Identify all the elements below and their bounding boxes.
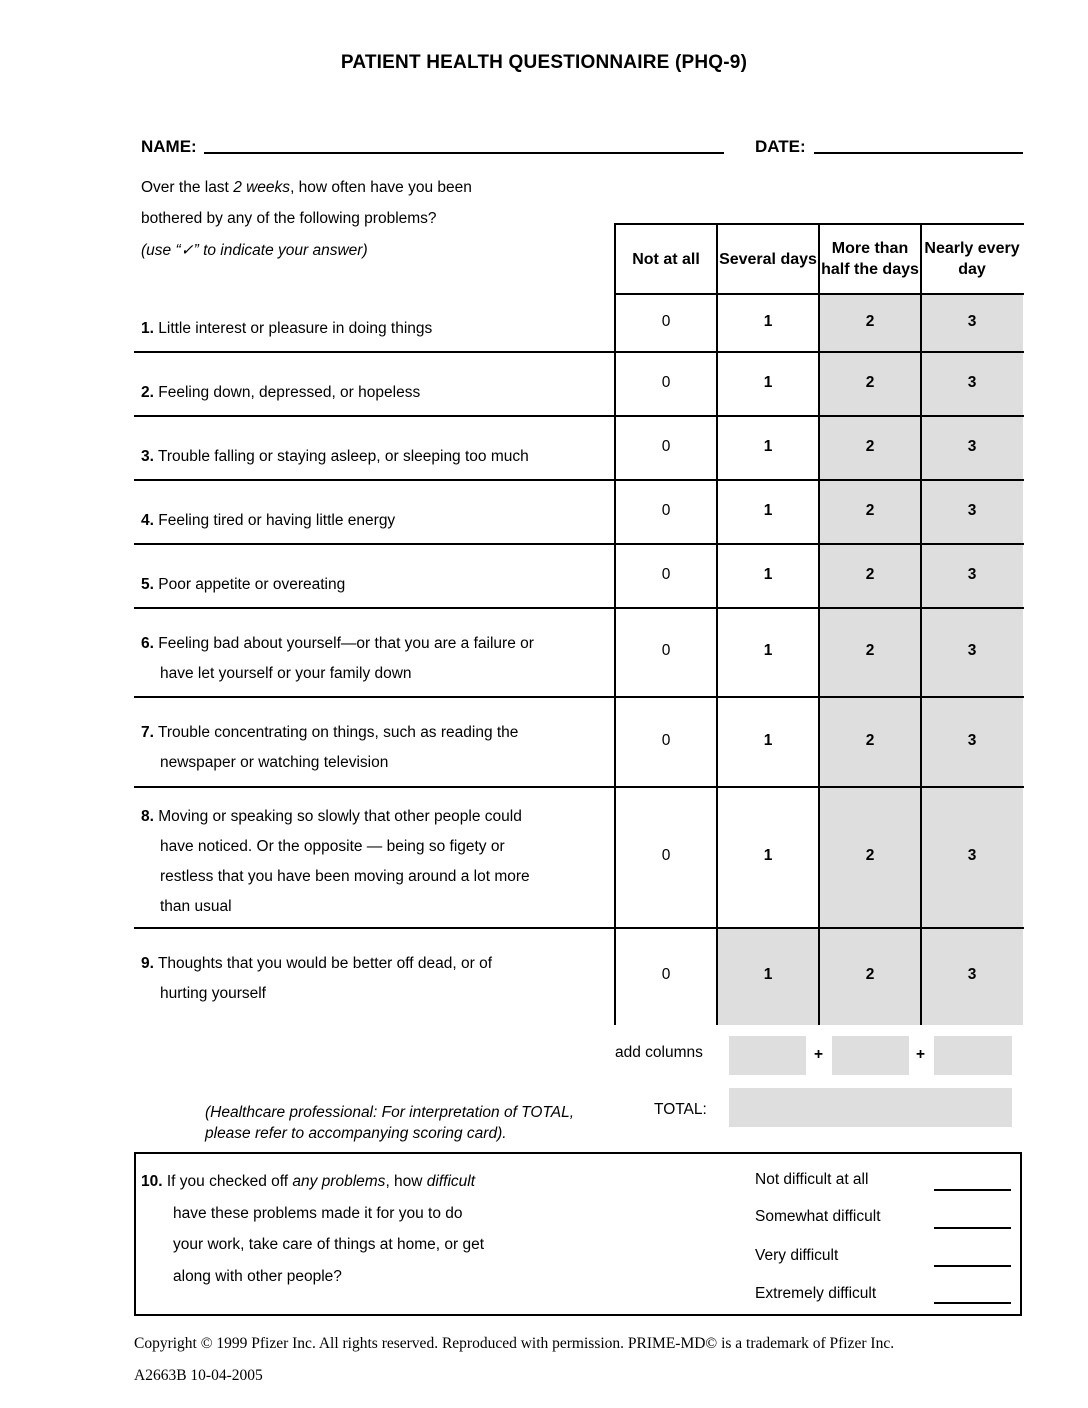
score-cell[interactable]: 2 [865, 502, 875, 519]
score-cell[interactable]: 1 [763, 642, 773, 659]
total-field[interactable] [729, 1088, 1012, 1127]
name-field[interactable] [204, 152, 724, 154]
score-cell[interactable]: 0 [661, 313, 671, 330]
score-cell[interactable]: 1 [763, 374, 773, 391]
question-6 [141, 629, 611, 689]
option-somewhat-difficult: Somewhat difficult [755, 1208, 881, 1225]
score-cell[interactable]: 1 [763, 732, 773, 749]
form-id: A2663B 10-04-2005 [134, 1367, 263, 1384]
score-cell[interactable]: 0 [661, 502, 671, 519]
copyright-notice: Copyright © 1999 Pfizer Inc. All rights reserved. Reproduced with permission. PRIME-MD© is a trademark of Pfizer Inc. [134, 1335, 895, 1352]
question-text: have these problems made it for you to do [173, 1204, 463, 1222]
question-text: hurting yourself [160, 985, 266, 1002]
score-cell[interactable]: 2 [865, 642, 875, 659]
col-divider [818, 223, 820, 1025]
score-cell[interactable]: 2 [865, 566, 875, 583]
question-number: 6. [141, 635, 154, 652]
question-text: have noticed. Or the opposite — being so figety or [160, 838, 505, 855]
question-text: Poor appetite or overeating [158, 576, 346, 593]
option-very-difficult-answer-line[interactable] [934, 1265, 1011, 1267]
row-divider [134, 927, 1024, 929]
score-cell[interactable]: 0 [661, 732, 671, 749]
score-cell[interactable]: 0 [661, 374, 671, 391]
question-7 [141, 718, 611, 778]
question-text: , how [385, 1173, 427, 1190]
intro-text: , how often have you been [290, 179, 472, 196]
question-text: your work, take care of things at home, or get [173, 1236, 485, 1253]
column-sum-1-field[interactable] [729, 1036, 806, 1075]
total-label: TOTAL: [654, 1101, 707, 1118]
plus-sign: + [814, 1046, 824, 1063]
row-divider [134, 696, 1024, 698]
question-text: have let yourself or your family down [160, 665, 412, 682]
clinician-note-line-2: please refer to accompanying scoring card). [205, 1125, 507, 1142]
question-number: 2. [141, 384, 154, 401]
column-sum-2-field[interactable] [832, 1036, 909, 1075]
score-cell[interactable]: 2 [865, 966, 875, 983]
question-text: along with other people? [173, 1267, 342, 1285]
question-text: Little interest or pleasure in doing things [158, 320, 433, 337]
col-divider [920, 223, 922, 1025]
row-divider [134, 479, 1024, 481]
option-not-difficult-answer-line[interactable] [934, 1189, 1011, 1191]
question-text: Feeling tired or having little energy [158, 512, 396, 529]
table-left-border [614, 223, 616, 1025]
col-header-more-than-half: More than half the days [821, 240, 919, 278]
question-10-line-1 [141, 1166, 484, 1198]
score-cell[interactable]: 0 [661, 847, 671, 864]
col-header-not-at-all: Not at all [632, 250, 700, 268]
intro-line-2: bothered by any of the following problems? [141, 210, 437, 227]
question-1 [141, 314, 611, 344]
question-number: 4. [141, 512, 154, 529]
question-number: 10. [141, 1173, 163, 1190]
question-text: restless that you have been moving around a lot more [160, 868, 530, 885]
score-cell[interactable]: 3 [967, 313, 977, 330]
question-3 [141, 442, 611, 472]
question-5 [141, 570, 611, 600]
score-cell[interactable]: 1 [763, 438, 773, 455]
score-cell[interactable]: 3 [967, 847, 977, 864]
col-header-several-days: Several days [719, 250, 817, 268]
score-cell[interactable]: 3 [967, 438, 977, 455]
col-header-nearly-every-day: Nearly every day [924, 240, 1020, 278]
question-number: 1. [141, 320, 154, 337]
question-text: Moving or speaking so slowly that other people could [158, 808, 522, 825]
score-cell[interactable]: 2 [865, 438, 875, 455]
score-cell[interactable]: 3 [967, 502, 977, 519]
option-somewhat-difficult-answer-line[interactable] [934, 1227, 1011, 1229]
question-emphasis: any problems [292, 1173, 386, 1190]
question-10 [141, 1166, 484, 1292]
score-cell[interactable]: 1 [763, 502, 773, 519]
question-text: Feeling bad about yourself—or that you are a failure or [158, 635, 534, 652]
row-divider [134, 543, 1024, 545]
option-extremely-difficult: Extremely difficult [755, 1285, 877, 1302]
question-emphasis: difficult [426, 1173, 476, 1190]
intro-text: Over the last [141, 179, 234, 196]
score-cell[interactable]: 3 [967, 566, 977, 583]
question-8 [141, 802, 611, 922]
row-divider [134, 607, 1024, 609]
score-cell[interactable]: 3 [967, 966, 977, 983]
score-cell[interactable]: 1 [763, 566, 773, 583]
name-label: NAME: [141, 137, 197, 156]
score-cell[interactable]: 2 [865, 374, 875, 391]
score-cell[interactable]: 0 [661, 438, 671, 455]
question-number: 8. [141, 808, 154, 825]
question-text: Feeling down, depressed, or hopeless [158, 384, 421, 401]
instruction-text: (use “✓” to indicate your answer) [141, 242, 368, 259]
page-title: PATIENT HEALTH QUESTIONNAIRE (PHQ-9) [340, 52, 748, 73]
row-divider [134, 786, 1024, 788]
score-cell[interactable]: 3 [967, 642, 977, 659]
question-text: Thoughts that you would be better off dead, or of [157, 955, 493, 972]
option-extremely-difficult-answer-line[interactable] [934, 1302, 1011, 1304]
score-cell[interactable]: 2 [865, 313, 875, 330]
question-number: 9. [141, 955, 154, 972]
col-divider [716, 223, 718, 1025]
score-cell[interactable]: 0 [661, 966, 671, 983]
question-4 [141, 506, 611, 536]
row-divider [134, 351, 1024, 353]
question-text: Trouble falling or staying asleep, or sleeping too much [157, 448, 529, 465]
question-text: Trouble concentrating on things, such as reading the [157, 724, 519, 741]
score-cell[interactable]: 2 [865, 847, 875, 864]
score-cell[interactable]: 3 [967, 732, 977, 749]
option-not-difficult: Not difficult at all [755, 1171, 869, 1188]
score-cell[interactable]: 0 [661, 642, 671, 659]
date-field[interactable] [814, 152, 1023, 154]
score-cell[interactable]: 0 [661, 566, 671, 583]
question-9 [141, 949, 611, 1009]
add-columns-label: add columns [615, 1044, 703, 1061]
question-number: 5. [141, 576, 154, 593]
intro-emphasis: 2 weeks [233, 179, 291, 196]
date-label: DATE: [755, 137, 806, 156]
score-cell[interactable]: 1 [763, 966, 773, 983]
score-cell[interactable]: 3 [967, 374, 977, 391]
option-very-difficult: Very difficult [755, 1247, 839, 1264]
plus-sign: + [916, 1046, 926, 1063]
question-2 [141, 378, 611, 408]
intro-line-1 [141, 179, 472, 197]
question-text: If you checked off [166, 1173, 293, 1190]
question-text: than usual [160, 898, 232, 915]
score-cell[interactable]: 2 [865, 732, 875, 749]
question-text: newspaper or watching television [160, 754, 389, 771]
score-cell[interactable]: 1 [763, 847, 773, 864]
clinician-note-line-1: (Healthcare professional: For interpretation of TOTAL, [205, 1104, 575, 1121]
row-divider [134, 415, 1024, 417]
question-number: 3. [141, 448, 154, 465]
column-sum-3-field[interactable] [934, 1036, 1012, 1075]
score-cell[interactable]: 1 [763, 313, 773, 330]
question-number: 7. [141, 724, 154, 741]
